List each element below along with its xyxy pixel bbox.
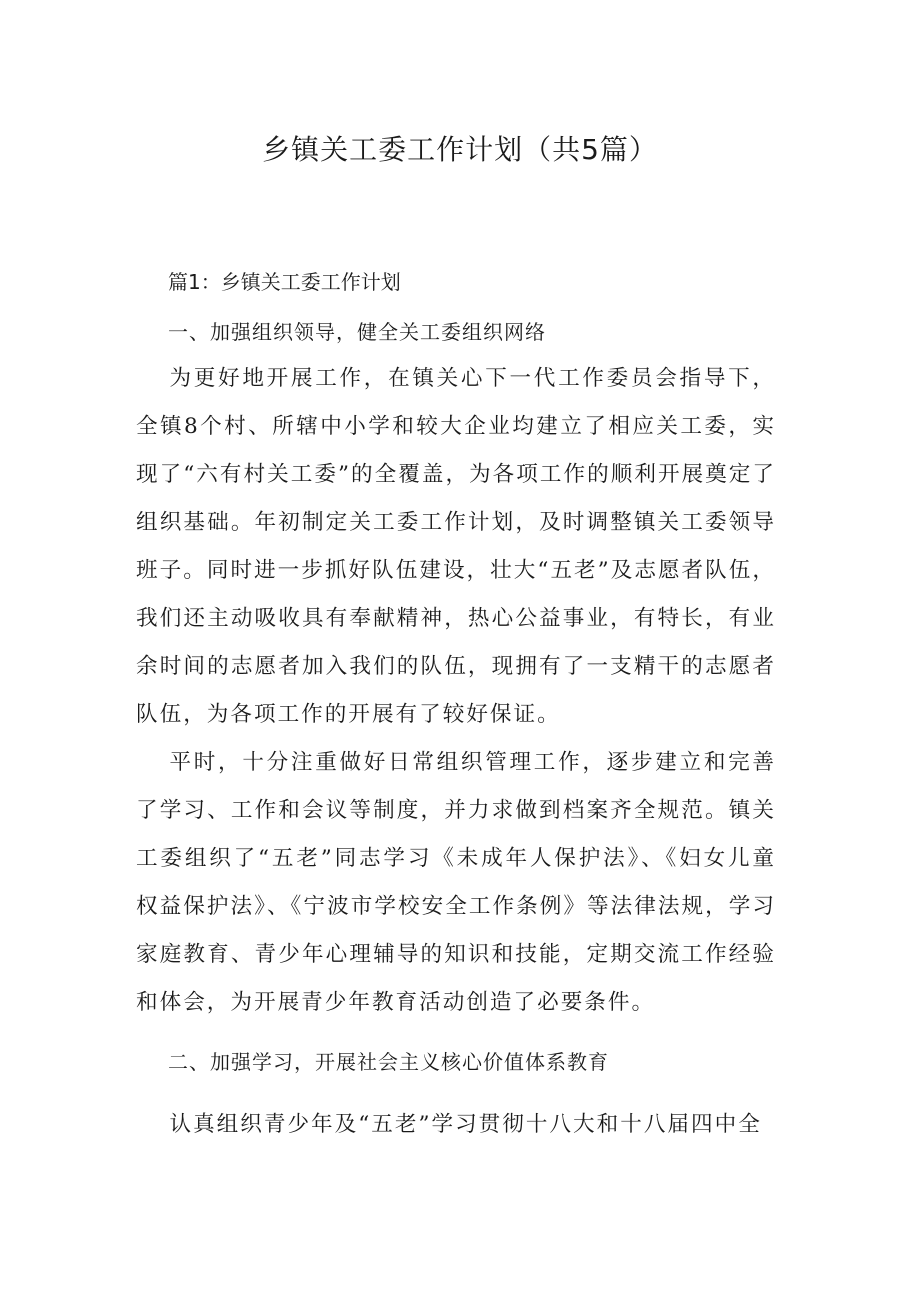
heading-study: 二、加强学习，开展社会主义核心价值体系教育 <box>168 1050 609 1074</box>
section-title: 篇1：乡镇关工委工作计划 <box>168 270 401 294</box>
paragraph-organization-network: 为更好地开展工作，在镇关心下一代工作委员会指导下，全镇8个村、所辖中小学和较大企业均建立了相应关工委，实现了“六有村关工委”的全覆盖，为各项工作的顺利开展奠定了组织基础。年初制定关工委工作计划，及时调整镇关工委领导班子。同时进一步抓好队伍建设，壮大“五老”及志愿者队伍，我们还主动吸收具有奉献精神，热心公益事业，有特长，有业余时间的志愿者加入我们的队伍，现拥有了一支精干的志愿者队伍，为各项工作的开展有了较好保证。 <box>136 366 776 727</box>
paragraph-daily-management: 平时，十分注重做好日常组织管理工作，逐步建立和完善了学习、工作和会议等制度，并力求做到档案齐全规范。镇关工委组织了“五老”同志学习《未成年人保护法》、《妇女儿童权益保护法》、《宁波市学校安全工作条例》等法律法规，学习家庭教育、青少年心理辅导的知识和技能，定期交流工作经验和体会，为开展青少年教育活动创造了必要条件。 <box>136 750 776 1015</box>
heading-organization: 一、加强组织领导，健全关工委组织网络 <box>168 320 546 344</box>
document-title: 乡镇关工委工作计划（共5篇） <box>262 133 658 166</box>
paragraph-study-education: 认真组织青少年及“五老”学习贯彻十八大和十八届四中全 <box>169 1112 762 1137</box>
